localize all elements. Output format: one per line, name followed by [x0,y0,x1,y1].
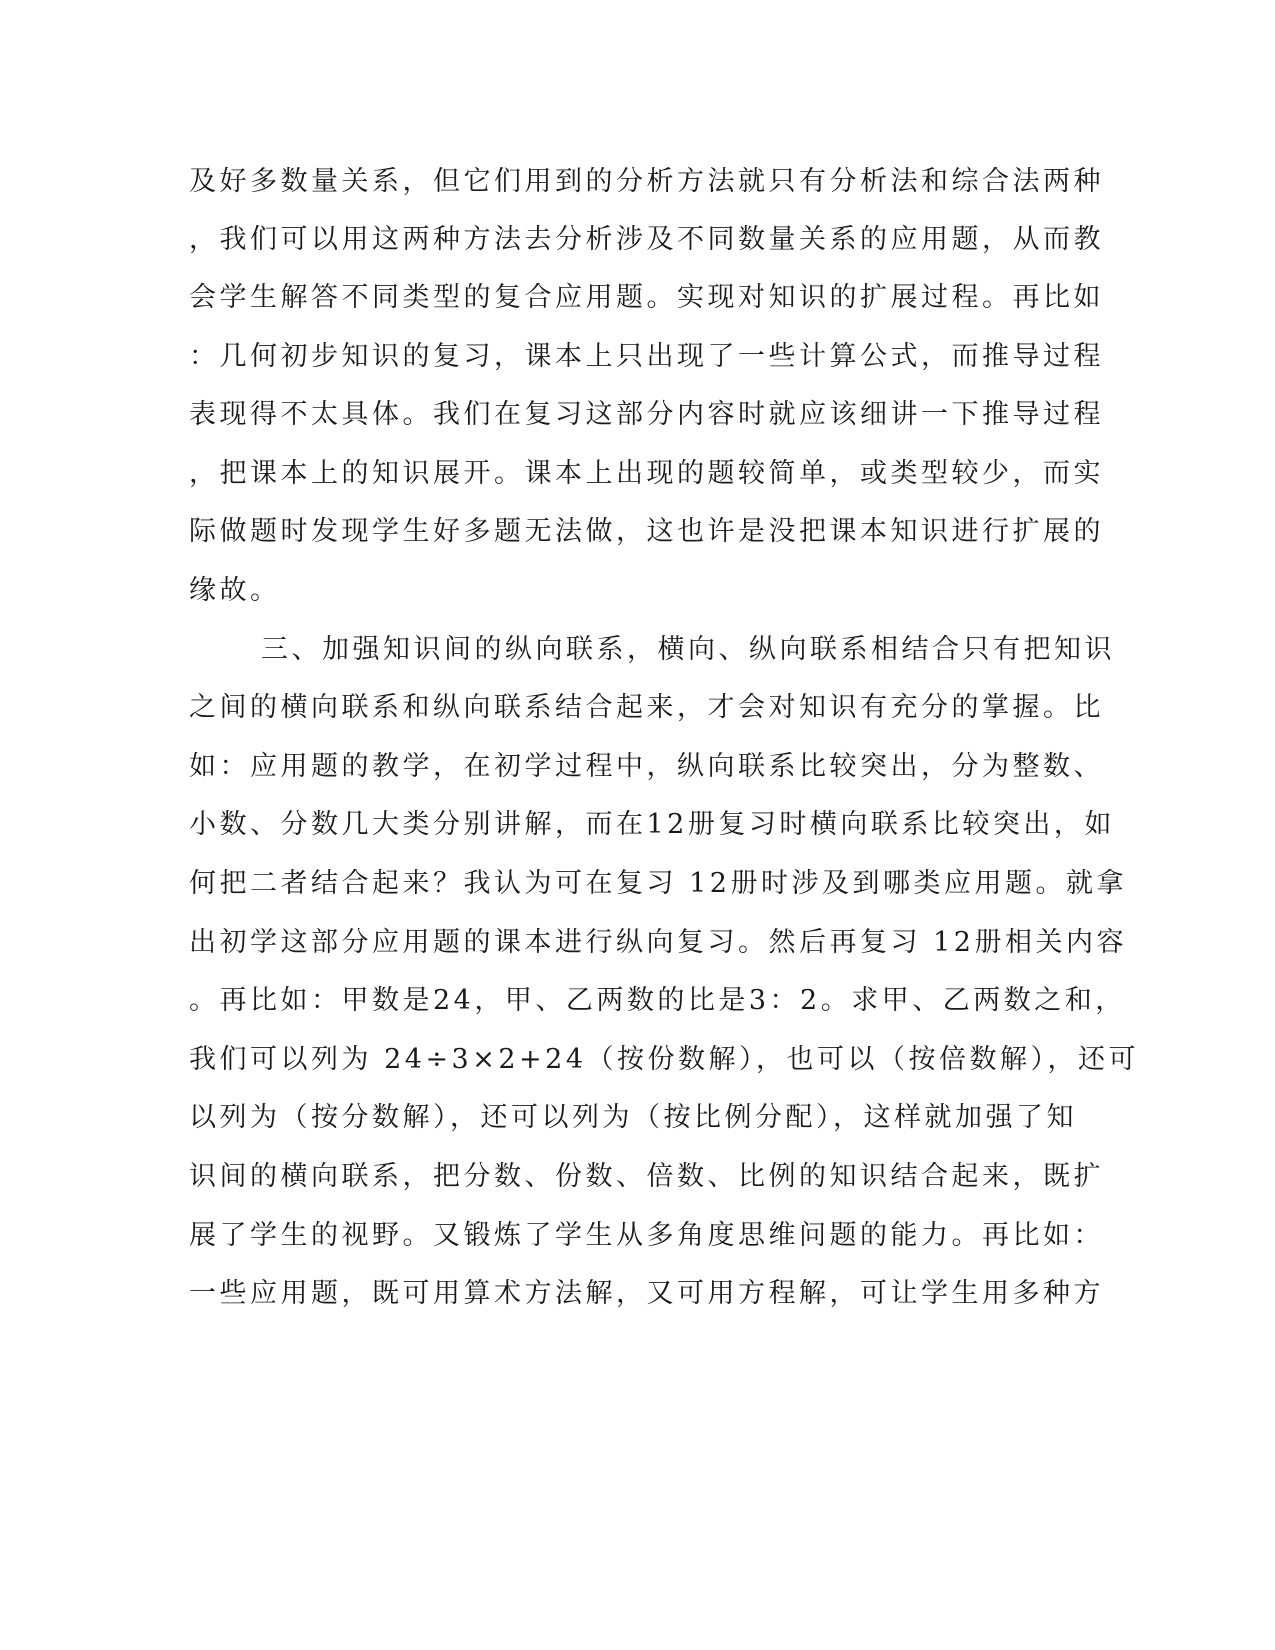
text-line: 会学生解答不同类型的复合应用题。实现对知识的扩展过程。再比如 [189,282,1104,313]
text-line: 缘故。 [189,575,281,606]
text-line: 。再比如：甲数是24，甲、乙两数的比是3：2。求甲、乙两数之和， [189,985,1126,1016]
text-line: 及好多数量关系，但它们用到的分析方法就只有分析法和综合法两种 [189,166,1104,197]
paragraph-heading-line: 三、加强知识间的纵向联系，横向、纵向联系相结合只有把知识 [261,634,1115,665]
text-line: 出初学这部分应用题的课本进行纵向复习。然后再复习 12册相关内容 [189,927,1127,958]
text-line: 展了学生的视野。又锻炼了学生从多角度思维问题的能力。再比如： [189,1220,1104,1251]
text-line: 以列为（按分数解），还可以列为（按比例分配），这样就加强了知 [189,1102,1077,1133]
text-line: 表现得不太具体。我们在复习这部分内容时就应该细讲一下推导过程 [189,399,1104,430]
text-line: 小数、分数几大类分别讲解，而在12册复习时横向联系比较突出，如 [189,809,1115,840]
text-line: 我们可以列为 24÷3×2+24（按份数解），也可以（按倍数解），还可 [189,1044,1140,1075]
text-line: ，把课本上的知识展开。课本上出现的题较简单，或类型较少，而实 [189,458,1104,489]
text-line: ，我们可以用这两种方法去分析涉及不同数量关系的应用题，从而教 [189,224,1104,255]
text-line: 识间的横向联系，把分数、份数、倍数、比例的知识结合起来，既扩 [189,1161,1104,1192]
text-line: 之间的横向联系和纵向联系结合起来，才会对知识有充分的掌握。比 [189,692,1104,723]
text-line: ：几何初步知识的复习，课本上只出现了一些计算公式，而推导过程 [189,341,1104,372]
text-line: 如：应用题的教学，在初学过程中，纵向联系比较突出，分为整数、 [189,751,1104,782]
text-line: 一些应用题，既可用算术方法解，又可用方程解，可让学生用多种方 [189,1278,1104,1309]
text-line: 际做题时发现学生好多题无法做，这也许是没把课本知识进行扩展的 [189,516,1104,547]
text-line: 何把二者结合起来？我认为可在复习 12册时涉及到哪类应用题。就拿 [189,868,1127,899]
